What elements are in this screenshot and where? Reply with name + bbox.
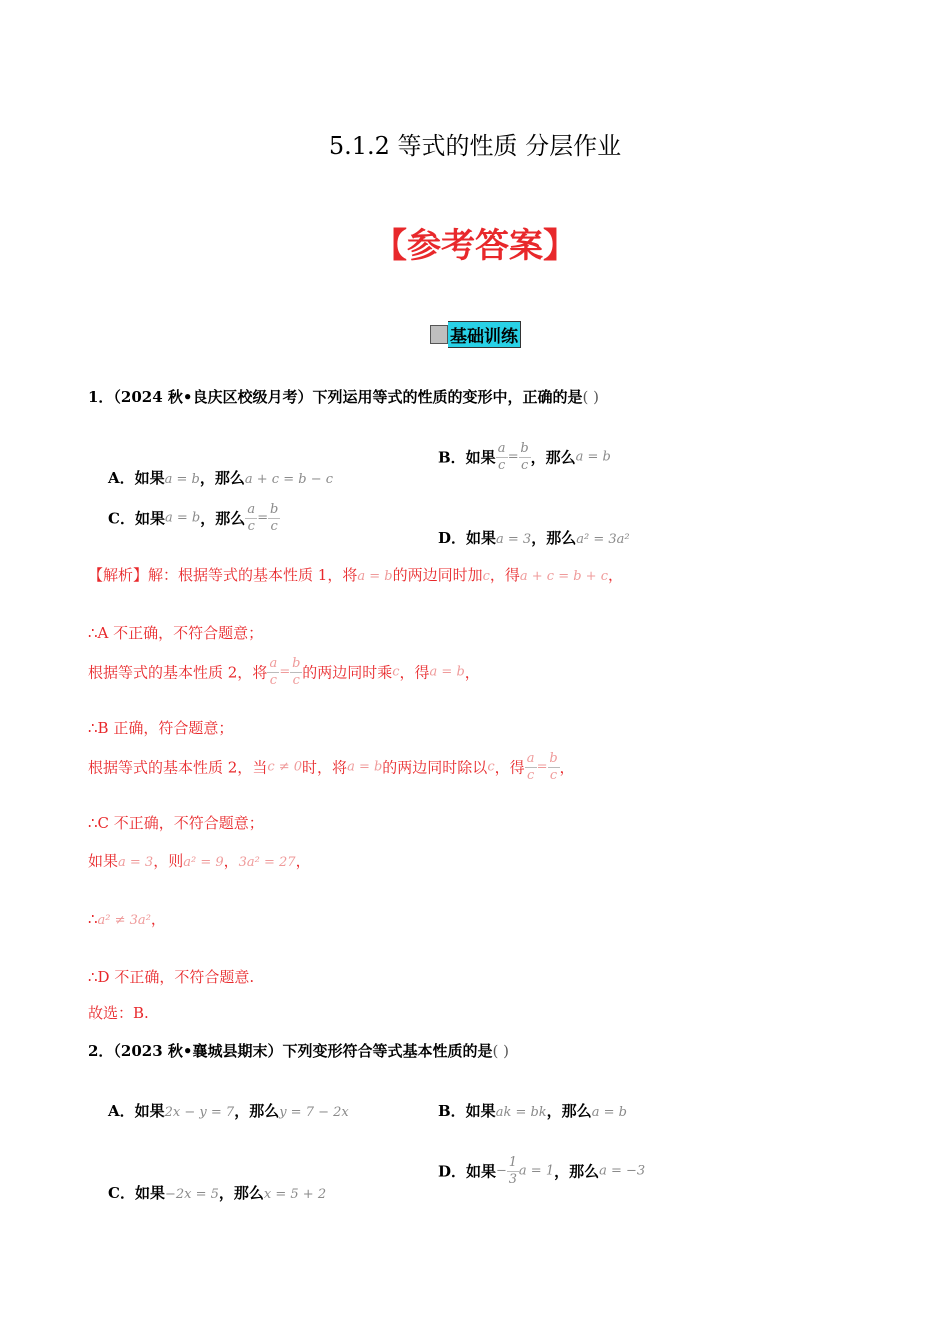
q2-stem: 2．（2023 秋•襄城县期末）下列变形符合等式基本性质的是( ) xyxy=(88,1042,509,1060)
q1-paren: ( ) xyxy=(582,388,599,406)
q1-option-d: D．如果a = 3，那么a² = 3a² xyxy=(438,529,630,547)
fraction: $\frac{b}{c}$ xyxy=(269,502,279,534)
q1-stem: 1．（2024 秋•良庆区校级月考）下列运用等式的性质的变形中，正确的是( ) xyxy=(88,388,599,406)
fraction: $\frac{b}{c}$ xyxy=(520,441,529,473)
sol1-line5: 根据等式的基本性质 2，当c ≠ 0时，将a = b的两边同时除以c，得 $\frac{a}{c}$ = $\frac{b}{c}$ ， xyxy=(88,751,575,783)
q1-option-b: B．如果 $\frac{a}{c}$ = $\frac{b}{c}$ ，那么a = b xyxy=(438,441,611,473)
fraction: $\frac{a}{c}$ xyxy=(496,442,508,472)
section-label-text: 基础训练 xyxy=(448,321,521,348)
fraction: $\frac{b}{c}$ xyxy=(292,656,301,688)
fraction: $\frac{b}{c}$ xyxy=(549,751,558,783)
sol1-line3: 根据等式的基本性质 2，将 $\frac{a}{c}$ = $\frac{b}{c}$ 的两边同时乘c，得a = b， xyxy=(88,656,480,688)
sol1-line4: ∴B 正确，符合题意； xyxy=(88,719,234,737)
q2-option-b: B．如果ak = bk，那么a = b xyxy=(438,1102,627,1120)
sol1-line10: 故选：B. xyxy=(88,1004,149,1022)
section-label xyxy=(430,321,521,348)
sol1-line9: ∴D 不正确，不符合题意. xyxy=(88,968,255,986)
q1-option-c: C．如果a = b，那么 $\frac{a}{c}$ = $\frac{b}{c}$ xyxy=(108,502,279,534)
q2-option-d: D．如果− $\frac{1}{3}$ a = 1，那么a = −3 xyxy=(438,1155,646,1187)
sol1-line2: ∴A 不正确，不符合题意； xyxy=(88,624,264,642)
answer-heading: 【参考答案】 xyxy=(373,226,577,266)
fraction: $\frac{1}{3}$ xyxy=(508,1155,518,1187)
sol1-line6: ∴C 不正确，不符合题意； xyxy=(88,814,264,832)
fraction: $\frac{a}{c}$ xyxy=(245,503,257,533)
sol1-line8: ∴a² ≠ 3a²， xyxy=(88,910,166,928)
section-box xyxy=(430,325,448,344)
q2-option-c: C．如果−2x = 5，那么x = 5 + 2 xyxy=(108,1184,327,1202)
page-title: 5.1.2 等式的性质 分层作业 xyxy=(328,132,622,160)
sol1-line7: 如果a = 3，则a² = 9，3a² = 27， xyxy=(88,852,311,870)
q2-option-a: A．如果2x − y = 7，那么y = 7 − 2x xyxy=(108,1102,349,1120)
sol1-line1: 【解析】解：根据等式的基本性质 1，将a = b的两边同时加c，得a + c = b + c， xyxy=(88,566,623,584)
q1-option-a: A．如果a = b，那么a + c = b − c xyxy=(108,469,333,487)
q2-paren: ( ) xyxy=(492,1042,509,1060)
fraction: $\frac{a}{c}$ xyxy=(525,752,537,782)
fraction: $\frac{a}{c}$ xyxy=(267,657,279,687)
